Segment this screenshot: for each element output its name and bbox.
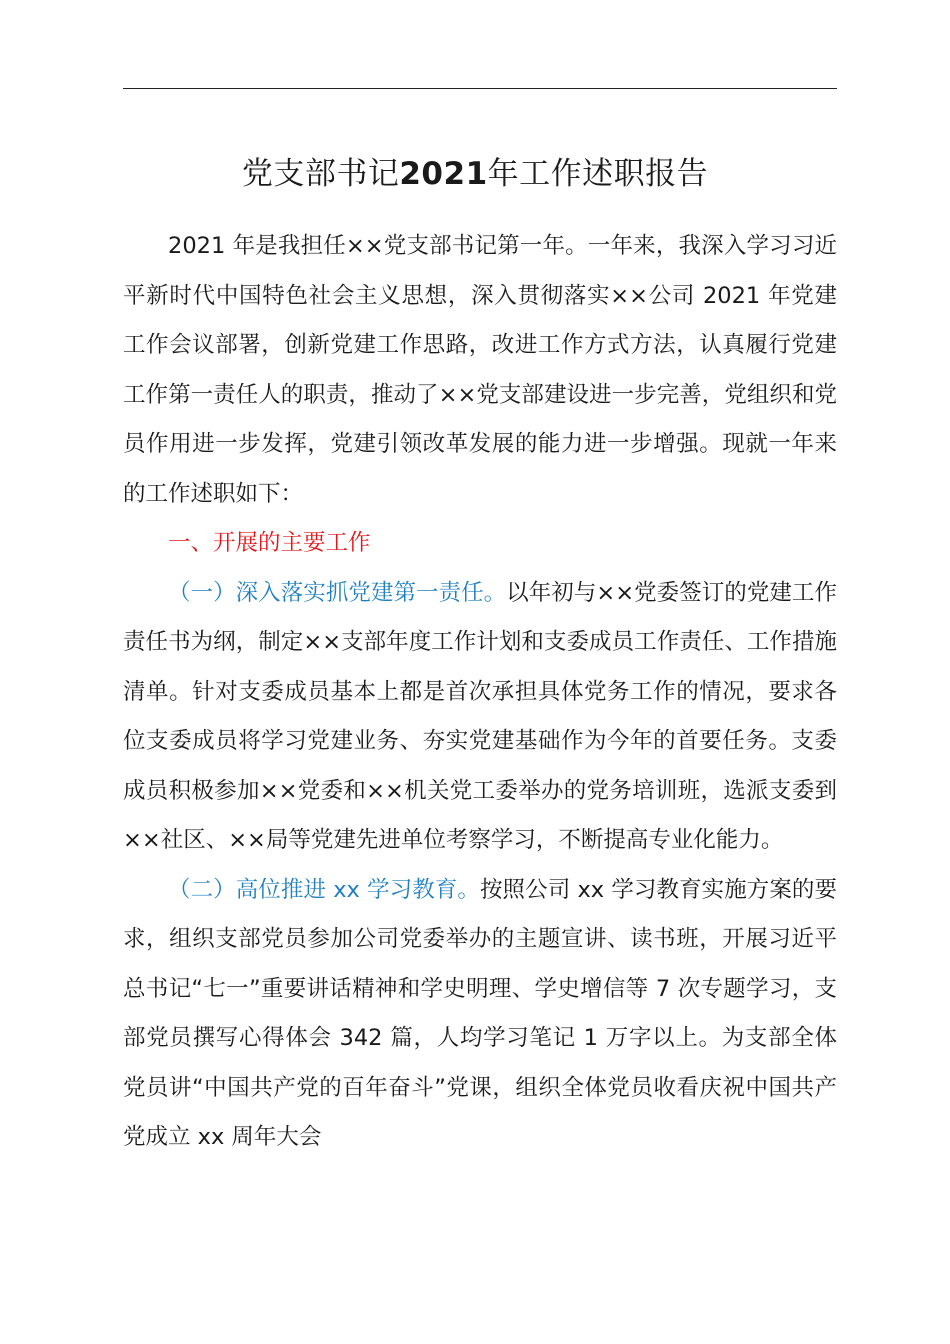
header-rule [123, 88, 837, 89]
document-title [0, 150, 950, 198]
item2-text: 按照公司 xx 学习教育实施方案的要求，组织支部党员参加公司党委举办的主题宣讲、读书班，开展习近平总书记“七一”重要讲话精神和学史明理、学史增信等 7 次专题学习，支部党员撰写心得体会 342 篇，人均学习笔记 1 万字以上。为支部全体党员讲“中国共产党的百年奋斗”党课，组织全体党员收看庆祝中国共产党成立 xx 周年大会 [123, 876, 838, 1150]
item1-paragraph [123, 569, 837, 866]
item1-text: 以年初与××党委签订的党建工作责任书为纲，制定××支部年度工作计划和支委成员工作责任、工作措施清单。针对支委成员基本上都是首次承担具体党务工作的情况，要求各位支委成员将学习党建业务、夯实党建基础作为今年的首要任务。支委成员积极参加××党委和××机关党工委举办的党务培训班，选派支委到××社区、××局等党建先进单位考察学习，不断提高专业化能力。 [123, 579, 837, 853]
title-prefix: 党支部书记 [241, 156, 400, 192]
intro-paragraph: 2021 年是我担任××党支部书记第一年。一年来，我深入学习习近平新时代中国特色社会主义思想，深入贯彻落实××公司 2021 年党建工作会议部署，创新党建工作思路，改进工作方式方法，认真履行党建工作第一责任人的职责，推动了××党支部建设进一步完善，党组织和党员作用进一步发挥，党建引领改革发展的能力进一步增强。现就一年来的工作述职如下： [123, 233, 837, 507]
section-heading: 一、开展的主要工作 [168, 530, 371, 556]
item2-subhead: （二）高位推进 xx 学习教育。 [168, 876, 480, 903]
title-year: 2021 [399, 156, 488, 192]
document-body [123, 222, 837, 1163]
item1-subhead: （一）深入落实抓党建第一责任。 [168, 579, 507, 606]
item2-paragraph [123, 866, 837, 1163]
title-suffix: 年工作述职报告 [487, 156, 709, 192]
